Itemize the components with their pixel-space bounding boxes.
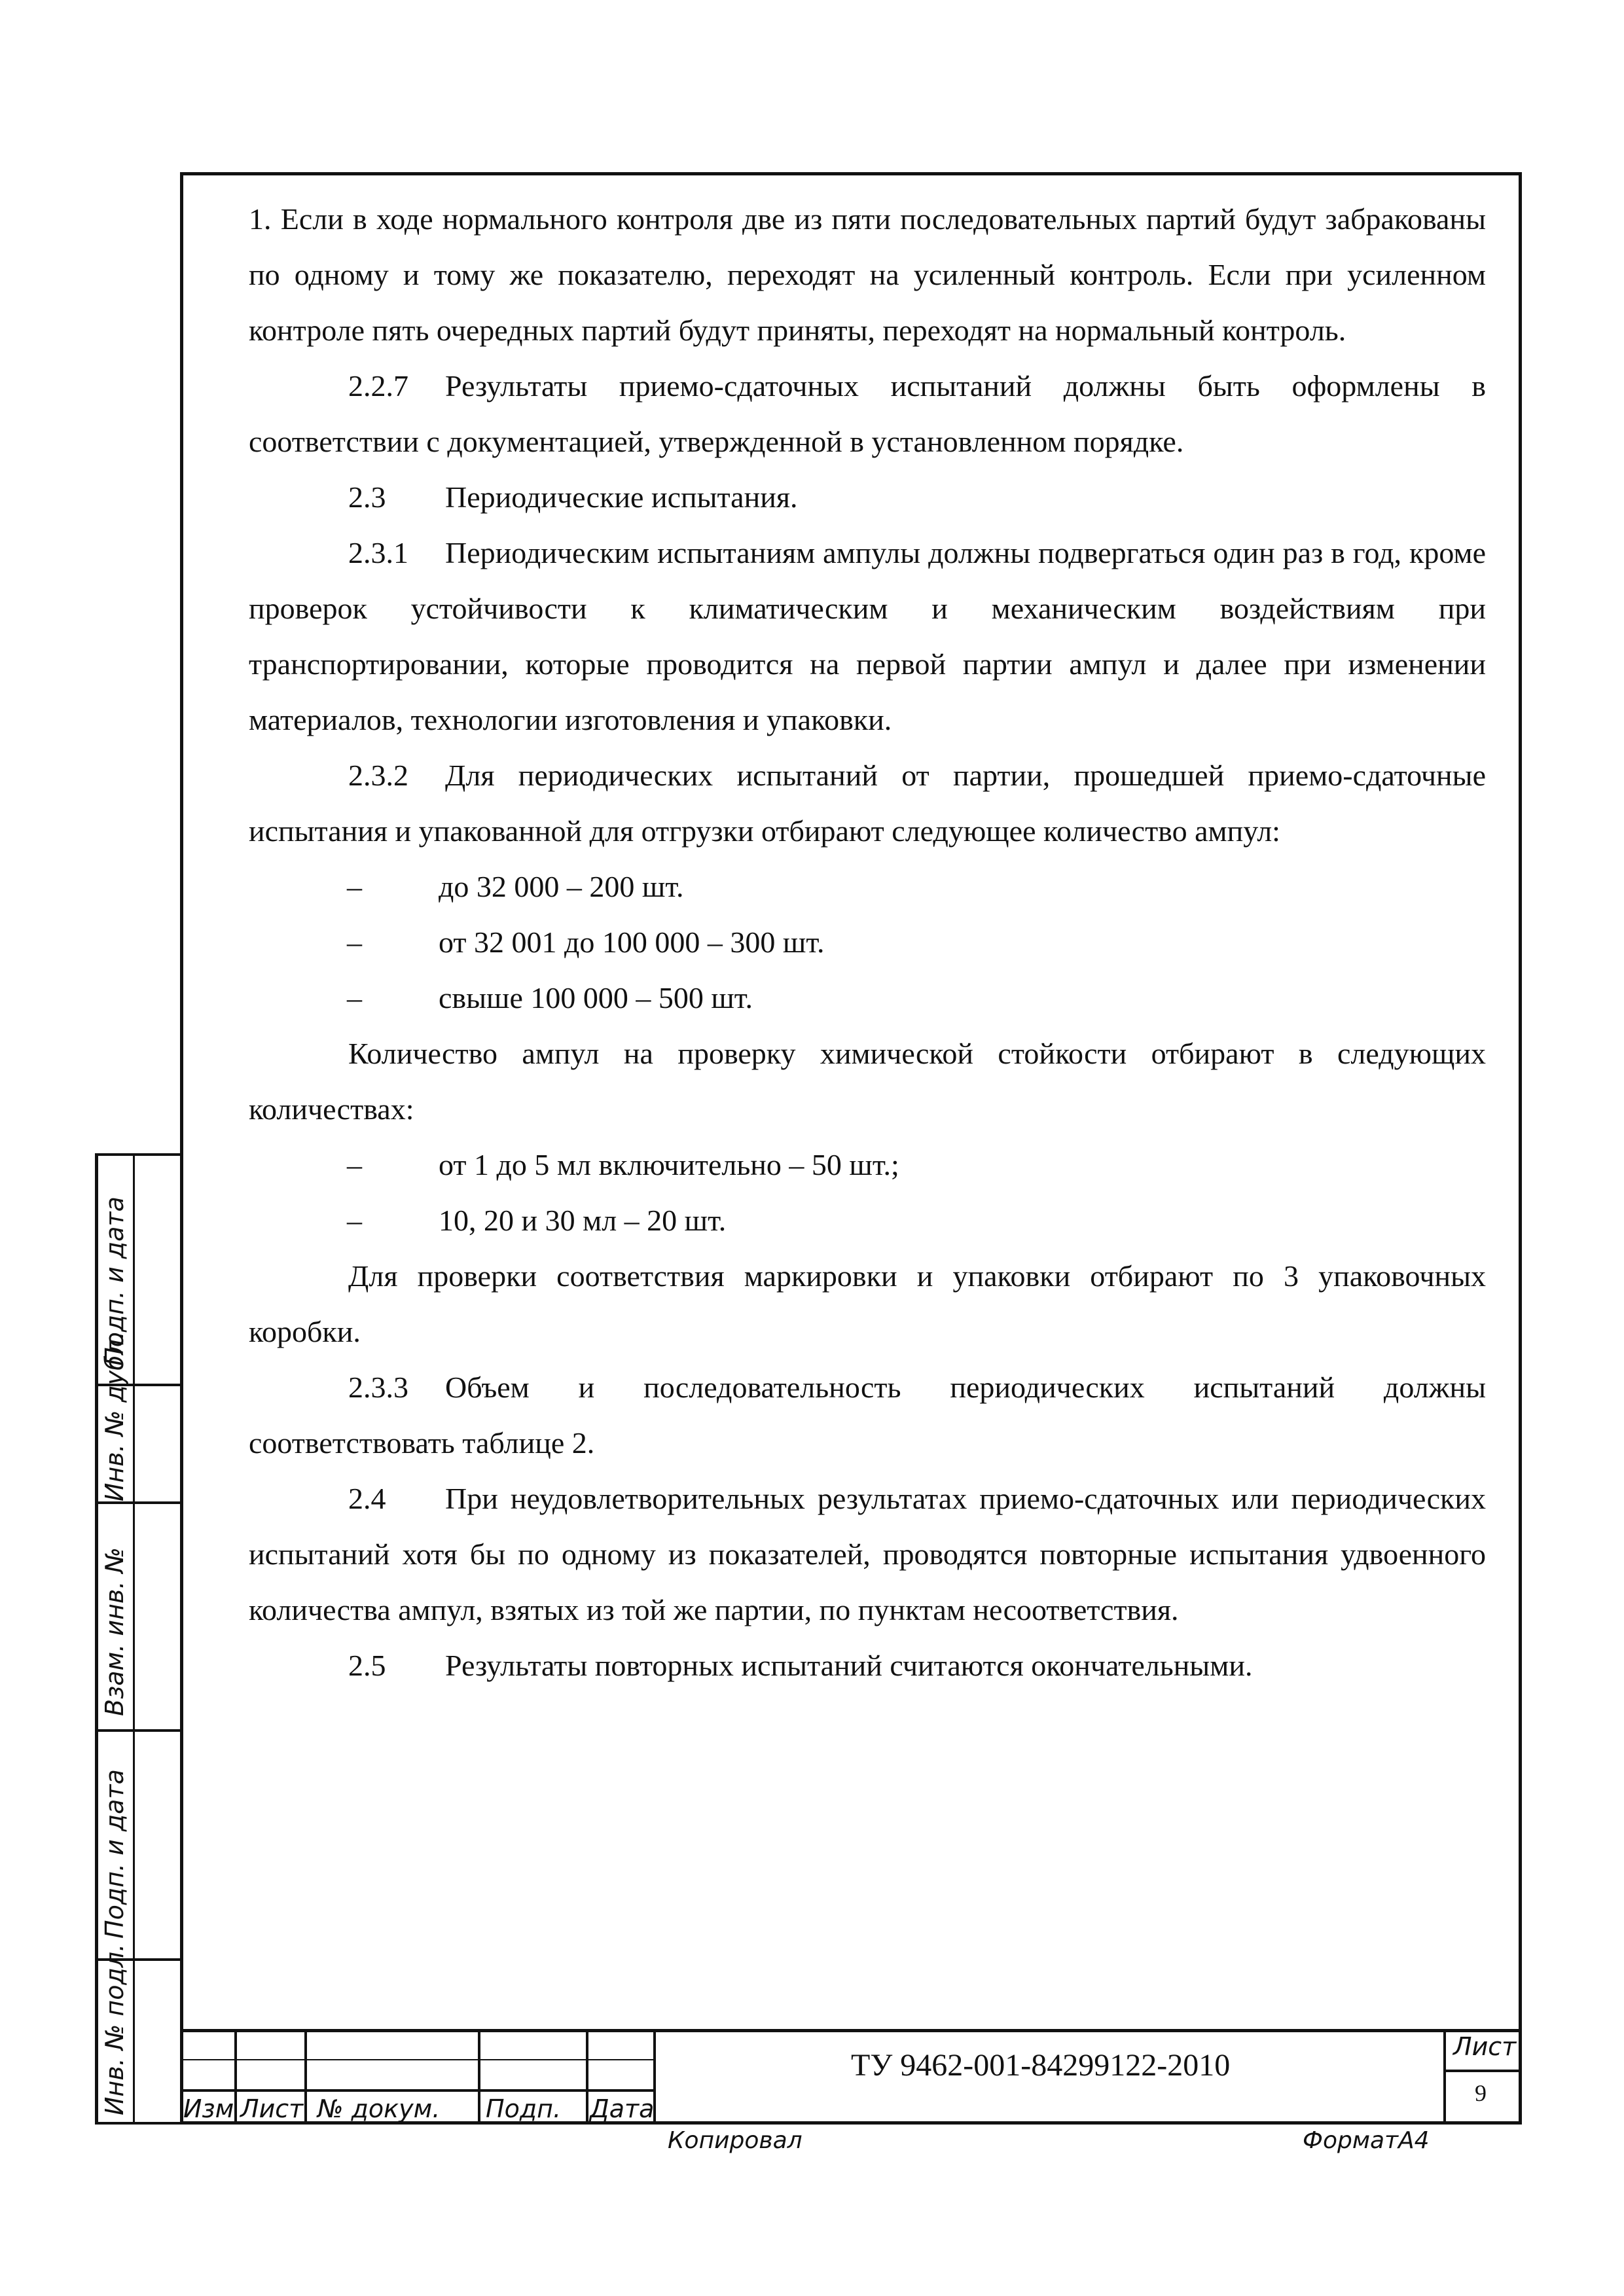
doc-number-label: № докум.	[317, 2094, 441, 2123]
footer-format: ФорматА4	[1303, 2127, 1430, 2154]
paragraph-text: При неудовлетворительных результатах приемо-сдаточных или периодических испытаний хотя бы по одному из показателей, проводятся повторные испытания удвоенного количества ампул, взятых из той же партии, по пунктам несоответствия.	[249, 1482, 1486, 1626]
paragraph-chemical: Количество ампул на проверку химической стойкости отбирают в следующих количествах:	[249, 1037, 1486, 1126]
footer-copied: Копировал	[668, 2127, 803, 2154]
section-number: 2.5	[348, 1649, 386, 1682]
list-item: – 10, 20 и 30 мл – 20 шт.	[347, 1204, 727, 1237]
list-item: – до 32 000 – 200 шт.	[347, 870, 684, 903]
list-item: – от 32 001 до 100 000 – 300 шт.	[347, 925, 825, 959]
sidebar-inv-podl: Инв. № подл.	[100, 1943, 129, 2115]
section-number: 2.3.1	[348, 536, 408, 569]
paragraph-text: Результаты повторных испытаний считаются окончательными.	[445, 1649, 1253, 1682]
sidebar-vzam-inv: Взам. инв. №	[100, 1547, 129, 1716]
paragraph-2-3-2	[249, 747, 1486, 859]
signature-label: Подп.	[486, 2094, 562, 2123]
list-item: – от 1 до 5 мл включительно – 50 шт.;	[347, 1148, 899, 1181]
paragraph-2-3-1	[249, 525, 1486, 747]
document-body	[249, 191, 1486, 1693]
section-number: 2.4	[348, 1482, 386, 1515]
sheet-number: 9	[1475, 2080, 1487, 2106]
heading-2-3	[249, 469, 1486, 525]
paragraph-text: Периодическим испытаниям ампулы должны подвергаться один раз в год, кроме проверок устойчивости к климатическим и механическим воздействиям при транспортировании, которые проводится на первой партии ампул и далее при изменении материалов, технологии изготовления и упаковки.	[249, 536, 1486, 736]
list-label: Лист	[240, 2094, 304, 2123]
date-label: Дата	[590, 2094, 655, 2123]
paragraph-text: Результаты приемо-сдаточных испытаний должны быть оформлены в соответствии с документацией, утвержденной в установленном порядке.	[249, 369, 1486, 458]
paragraph-2-3-3	[249, 1359, 1486, 1471]
paragraph-2-4	[249, 1471, 1486, 1638]
section-number: 2.3.3	[348, 1371, 408, 1404]
sidebar-podp-data-2: Подп. и дата	[100, 1769, 129, 1939]
sidebar-stamp	[95, 1153, 183, 2125]
sidebar-inv-dubl: Инв. № дубл.	[100, 1331, 129, 1501]
paragraph-2-5	[249, 1638, 1486, 1693]
sheet-label: Лист	[1453, 2032, 1517, 2061]
paragraph-text: Объем и последовательность периодических испытаний должны соответствовать таблице 2.	[249, 1371, 1486, 1460]
section-number: 2.3.2	[348, 759, 408, 792]
list-item: – свыше 100 000 – 500 шт.	[347, 981, 753, 1014]
section-number: 2.3	[348, 480, 386, 514]
paragraph-text: Для периодических испытаний от партии, прошедшей приемо-сдаточные испытания и упакованной для отгрузки отбирают следующее количество ампул:	[249, 759, 1486, 848]
section-number: 2.2.7	[348, 369, 408, 403]
paragraph-2-2-7	[249, 358, 1486, 469]
section-heading: Периодические испытания.	[445, 480, 798, 514]
paragraph-marking: Для проверки соответствия маркировки и упаковки отбирают по 3 упаковочных коробки.	[249, 1259, 1486, 1348]
paragraph-1: 1. Если в ходе нормального контроля две из пяти последовательных партий будут забракованы по одному и тому же показателю, переходят на усиленный контроль. Если при усиленном контроле пять очередных партий будут приняты, переходят на нормальный контроль.	[249, 202, 1486, 347]
document-number: ТУ 9462-001-84299122-2010	[851, 2048, 1231, 2083]
izm-label: Изм	[183, 2094, 234, 2123]
sidebar-podp-data-1: Подп. и дата	[100, 1196, 129, 1366]
